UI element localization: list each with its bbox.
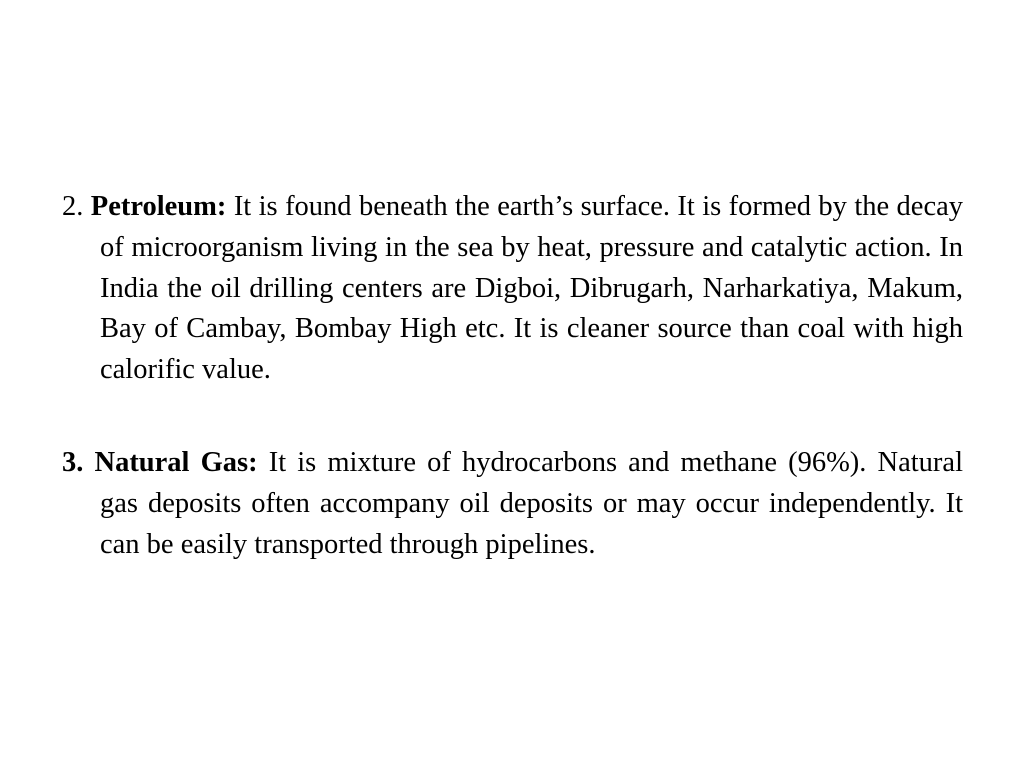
natural-gas-description: It is mixture of hydrocarbons and methane (96%). Natural gas deposits often accompany oil deposits or may occur independently. It can be easily transported through pipelines. bbox=[100, 446, 963, 560]
content-area bbox=[62, 187, 963, 565]
petroleum-description: It is found beneath the earth’s surface. It is formed by the decay of microorganism living in the sea by heat, pressure and catalytic action. In India the oil drilling centers are Digboi, Dibrugarh, Narharkatiya, Makum, Bay of Cambay, Bombay High etc. It is cleaner source than coal with high calorific value. bbox=[100, 191, 964, 386]
natural-gas-term: Natural Gas: bbox=[94, 446, 258, 478]
item-number: 3. bbox=[62, 446, 84, 478]
petroleum-term: Petroleum: bbox=[90, 191, 227, 222]
petroleum-paragraph bbox=[62, 187, 963, 391]
natural-gas-paragraph bbox=[62, 443, 963, 565]
item-number: 2. bbox=[62, 191, 84, 222]
